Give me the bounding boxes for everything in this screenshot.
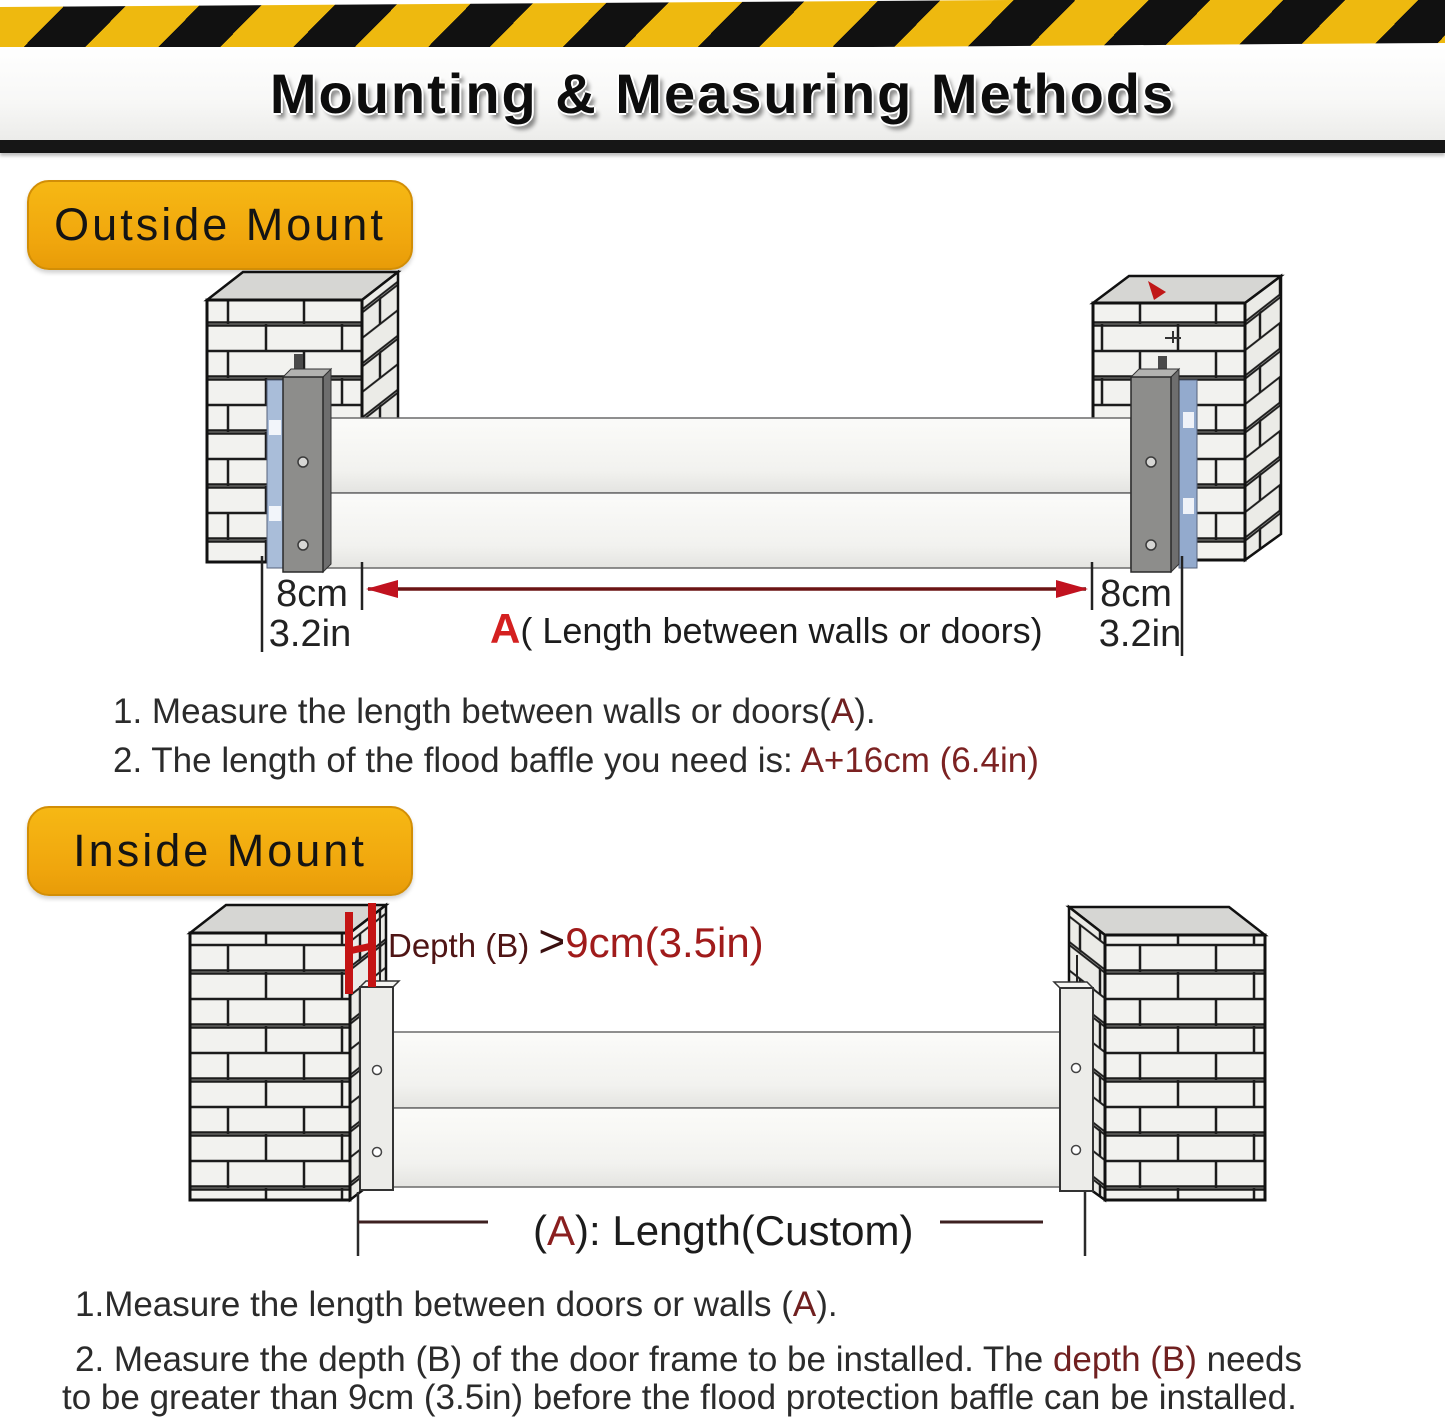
instruction-text: 1. Measure the length between walls or doors( [113,692,831,731]
label-accent: A [547,1207,576,1254]
depth-label: Depth (B) [388,927,539,964]
dimension-arrow [366,580,1088,598]
instruction-text: ). [854,692,876,731]
greater-than-sign: > [538,915,566,967]
right-channel-bracket [1054,955,1093,1191]
instruction-accent: depth (B) [1052,1340,1197,1379]
length-custom-label [533,1207,913,1254]
inside-instruction-2 [62,1341,1445,1417]
screw-icon [1072,1146,1081,1155]
instruction-text: 2. Measure the depth (B) of the door frame to be installed. The [75,1340,1053,1379]
screw-icon [1072,1064,1081,1073]
instruction-text: 1.Measure the length between doors or walls ( [75,1285,793,1324]
inside-mount-badge [27,806,413,896]
title-band [0,47,1445,140]
instruction-text: ). [816,1285,838,1324]
hazard-stripes-icon [0,0,1445,53]
right-offset-cm-label: 8cm [1100,573,1172,615]
inside-instruction-1 [75,1286,838,1324]
instruction-text: to be greater than 9cm (3.5in) before the flood protection baffle can be installed. [62,1378,1297,1417]
depth-annotation [388,915,764,967]
inside-right-pillar [1069,907,1265,1200]
flood-barrier-planks [323,418,1131,568]
left-mounting-bracket [267,369,331,572]
span-length-label [490,605,1043,652]
instruction-accent: A [792,1285,817,1324]
screw-icon [373,1148,382,1157]
left-offset-in-label: 3.2in [268,613,352,655]
left-offset-cm-label: 8cm [276,573,348,615]
instruction-accent: A [830,692,855,731]
screw-icon [1146,540,1156,550]
depth-value: 9cm(3.5in) [565,919,764,966]
instruction-text: 2. The length of the flood baffle you need is: [113,741,801,780]
flood-barrier-planks [393,1032,1060,1187]
right-offset-in-label: 3.2in [1098,613,1182,655]
inside-mount-label: Inside Mount [73,825,367,876]
span-letter: A [490,605,521,652]
outside-mount-badge [27,180,413,270]
label-text: ): Length(Custom) [575,1207,914,1254]
banner-divider [0,140,1445,153]
screw-icon [373,1066,382,1075]
outside-mount-diagram [0,270,1445,670]
header-banner [0,0,1445,158]
label-text: ( [533,1207,547,1254]
outside-mount-label: Outside Mount [54,199,386,250]
screw-icon [298,540,308,550]
screw-icon [298,457,308,467]
outside-instruction-1 [113,693,876,731]
span-text: ( Length between walls or doors) [520,610,1043,651]
screw-icon [1146,457,1156,467]
outside-instruction-2 [113,742,1039,780]
inside-mount-diagram [0,890,1445,1290]
length-formula: A+16cm (6.4in) [800,741,1039,780]
instruction-text: needs [1196,1340,1303,1379]
page-title: Mounting & Measuring Methods [269,62,1176,125]
